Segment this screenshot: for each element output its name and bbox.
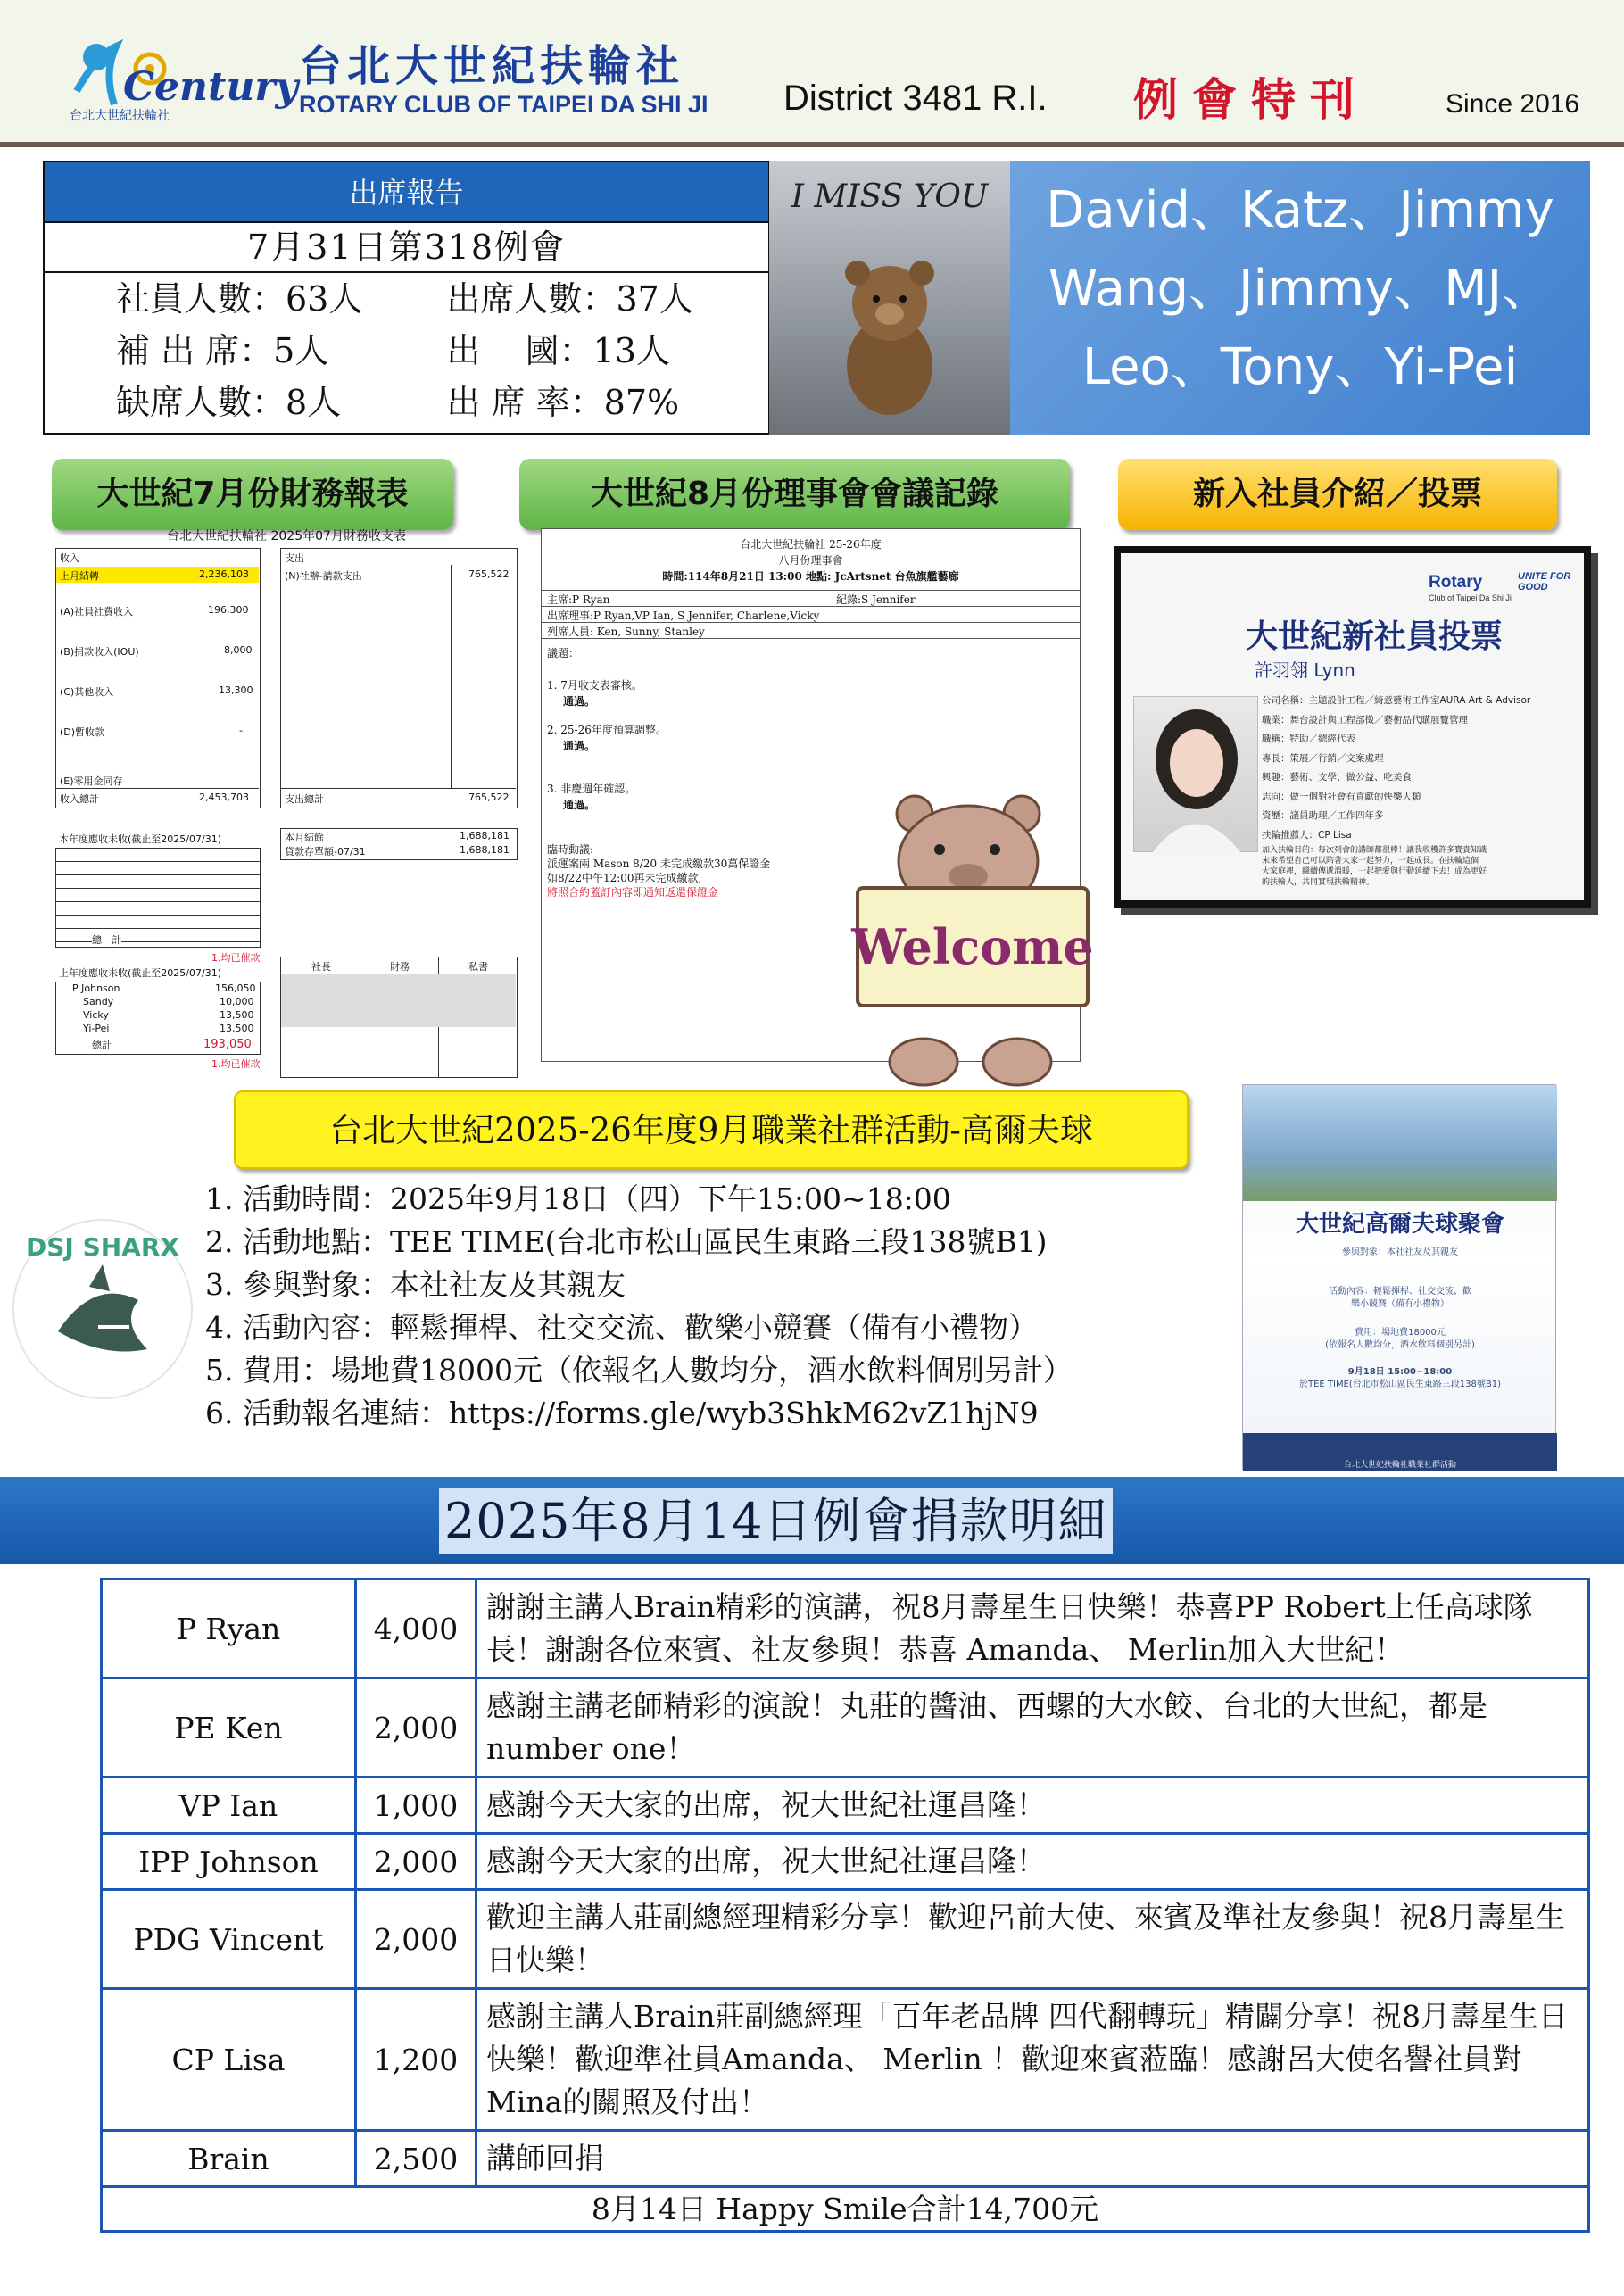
new-member-photo: [1133, 696, 1258, 852]
miss-you-caption: I MISS YOU: [791, 178, 989, 215]
table-row: [102, 1579, 1589, 1678]
minutes-attendees: 出席理事:P Ryan,VP Ian, S Jennifer, Charlene,Vicky: [547, 609, 820, 622]
finance-report-scan: [55, 526, 518, 1078]
info-line: 職稱：特助／總經代表: [1262, 734, 1355, 744]
since-label: Since 2016: [1446, 89, 1580, 119]
newmember-section-title: 新入社員介紹／投票: [1118, 459, 1557, 530]
new-member-info: [1262, 692, 1570, 888]
receivable-total-label: 總 計: [92, 934, 121, 946]
info-line: 大家庭裡，繼續傳遞溫暖，一起把愛與行動延續下去！成為更好: [1262, 867, 1487, 876]
minutes-extra-line: 派運案兩 Mason 8/20 未完成繳款30萬保證金: [547, 858, 771, 870]
minutes-item: 1. 7月收支表審核。: [547, 679, 642, 692]
income-row-label: (D)暫收款: [60, 726, 105, 738]
attendance-present: 出席人數：37人: [446, 279, 693, 319]
new-member-title: 大世紀新社員投票: [1246, 618, 1504, 655]
club-name-cn: 台北大世紀扶輪社: [299, 41, 685, 91]
golf-item: 4. 活動內容：輕鬆揮桿、社交交流、歡樂小競賽（備有小禮物）: [205, 1310, 1038, 1345]
miss-you-names: [1010, 161, 1590, 435]
poster-footer-text: 台北大世紀扶輪社職業社群活動: [1343, 1461, 1456, 1470]
expense-table: [280, 548, 518, 808]
attendance-members: 社員人數：63人: [116, 279, 363, 319]
issue-type: 例會特刊: [1133, 74, 1369, 126]
golf-item: 1. 活動時間：2025年9月18日（四）下午15:00~18:00: [205, 1181, 951, 1216]
minutes-pass: 通過。: [563, 799, 596, 811]
expense-header: 支出: [285, 552, 304, 564]
minutes-observers: 列席人員: Ken, Sunny, Stanley: [547, 626, 705, 638]
income-total-value: 2,453,703: [199, 792, 249, 803]
welcome-bear-icon: [852, 794, 1120, 1089]
income-total-label: 收入總計: [60, 793, 99, 805]
district-label: District 3481 R.I.: [783, 79, 1048, 118]
minutes-pass: 通過。: [563, 740, 596, 752]
income-row-label: (B)捐款收入(IOU): [60, 646, 139, 658]
club-logo: [61, 20, 299, 125]
balance-table: [280, 828, 518, 860]
income-header: 收入: [60, 552, 79, 564]
lastyear-total-value: 193,050: [203, 1038, 252, 1051]
minutes-chair: 主席:P Ryan: [547, 593, 610, 606]
sign-label: 私書: [468, 961, 488, 973]
table-row: [102, 1778, 1589, 1834]
donation-message: 講師回捐: [476, 2131, 1589, 2187]
lastyear-total-label: 總計: [92, 1040, 112, 1051]
info-line: 的扶輪人，共同實現扶輪精神。: [1262, 878, 1375, 887]
poster-line: 於TEE TIME(台北市松山區民生東路三段138號B1): [1298, 1380, 1502, 1389]
miss-names-line-1: David、Katz、Jimmy: [1046, 181, 1554, 239]
donation-amount: 2,000: [356, 1890, 476, 1989]
donation-amount: 4,000: [356, 1579, 476, 1678]
minutes-extra-title: 臨時動議:: [547, 843, 594, 856]
income-row-value: -: [239, 725, 243, 736]
golf-activity-details: [205, 1178, 1073, 1435]
minutes-title: 台北大世紀扶輪社 25-26年度: [740, 538, 882, 551]
attendance-report: [43, 161, 770, 435]
minutes-item: 2. 25-26年度預算調整。: [547, 724, 667, 736]
table-row: [102, 1890, 1589, 1989]
table-row: [102, 1834, 1589, 1890]
donation-amount: 1,200: [356, 1989, 476, 2131]
info-line: 公司名稱：主題設計工程／綺意藝術工作室AURA Art & Advisor: [1262, 695, 1531, 706]
new-member-name: 許羽翎 Lynn: [1255, 659, 1355, 681]
donor-name: P Ryan: [102, 1579, 356, 1678]
receivable-lastyear-table: [55, 982, 261, 1055]
logo-sub: 台北大世紀扶輪社: [70, 109, 170, 123]
balance-label: 貸款存單額-07/31: [285, 846, 366, 858]
table-row: [102, 2187, 1589, 2232]
info-line: 扶輪推薦人：CP Lisa: [1262, 829, 1352, 841]
miss-names-line-2: Wang、Jimmy、MJ、: [1048, 260, 1553, 318]
attendance-title: 出席報告: [45, 162, 768, 223]
golf-item: 3. 參與對象：本社社友及其親友: [205, 1267, 626, 1302]
lastyear-note: 1.均已催款: [211, 1058, 261, 1070]
minutes-extra-line: 將照合約蓋訂內容即通知返還保證金: [547, 886, 719, 899]
lastyear-value: 156,050: [215, 982, 256, 994]
balance-value: 1,688,181: [460, 844, 510, 856]
income-row-value: 2,236,103: [199, 568, 249, 580]
minutes-recorder: 紀錄:S Jennifer: [836, 593, 916, 606]
info-line: 資歷：議員助理／工作四年多: [1262, 810, 1384, 821]
minutes-item: 3. 非慶週年確認。: [547, 783, 636, 795]
expense-row-value: 765,522: [468, 568, 510, 580]
income-row-label: (E)零用金同存: [60, 775, 123, 787]
info-line: 志向：做一個對社會有貢獻的快樂人類: [1262, 791, 1421, 802]
rotary-subtitle: Club of Taipei Da Shi Ji: [1429, 593, 1512, 602]
golf-poster: [1242, 1084, 1556, 1470]
donor-name: IPP Johnson: [102, 1834, 356, 1890]
donor-name: PE Ken: [102, 1678, 356, 1778]
receivable-note: 1.均已催款: [211, 952, 261, 964]
board-section-title: 大世紀8月份理事會會議記錄: [519, 459, 1070, 530]
shark-logo-text: DSJ SHARX: [26, 1232, 179, 1262]
income-row-value: 8,000: [224, 644, 253, 656]
minutes-pass: 通過。: [563, 695, 596, 708]
info-line: 未來希望自己可以陪著大家一起努力，一起成長。在扶輪這個: [1262, 857, 1479, 866]
miss-you-image: [769, 161, 1010, 435]
golf-item: 2. 活動地點：TEE TIME(台北市松山區民生東路三段138號B1): [205, 1224, 1048, 1259]
lastyear-value: 10,000: [220, 996, 254, 1007]
table-row: [102, 1989, 1589, 2131]
attendance-meeting: 7月31日第318例會: [45, 223, 768, 273]
donation-message: 歡迎主講人莊副總經理精彩分享！歡迎呂前大使、來賓及準社友參與！祝8月壽星生日快樂！: [476, 1890, 1589, 1989]
lastyear-value: 13,500: [220, 1009, 254, 1021]
golf-group-photo: [1243, 1085, 1557, 1201]
lastyear-name: P Johnson: [72, 982, 120, 994]
golf-item: 5. 費用：場地費18000元（依報名人數均分，酒水飲料個別另計）: [205, 1353, 1073, 1388]
unite-for-good: UNITE FOR GOOD: [1518, 571, 1571, 593]
table-row: [102, 2131, 1589, 2187]
signature-table: [280, 957, 518, 1078]
golf-poster-title: 大世紀高爾夫球聚會: [1295, 1211, 1504, 1238]
lastyear-name: Vicky: [83, 1009, 109, 1021]
donation-amount: 2,500: [356, 2131, 476, 2187]
balance-value: 1,688,181: [460, 830, 510, 841]
balance-label: 本月結餘: [285, 832, 324, 843]
donation-message: 感謝主講老師精彩的演說！丸莊的醬油、西螺的大水餃、台北的大世紀，都是number one！: [476, 1678, 1589, 1778]
club-name-en: ROTARY CLUB OF TAIPEI DA SHI JI: [299, 91, 708, 118]
sign-label: 財務: [390, 961, 410, 973]
minutes-extra-line: 如8/22中午12:00再未完成繳款,: [547, 872, 702, 884]
new-member-card: [1114, 546, 1591, 908]
donor-name: PDG Vincent: [102, 1890, 356, 1989]
rotary-wordmark: Rotary: [1429, 573, 1483, 592]
finance-doc-title: 台北大世紀扶輪社 2025年07月財務收支表: [167, 529, 406, 543]
lastyear-name: Sandy: [83, 996, 114, 1007]
lastyear-name: Yi-Pei: [83, 1023, 110, 1034]
finance-section-title: 大世紀7月份財務報表: [52, 459, 453, 530]
poster-line: 樂小競賽（備有小禮物）: [1351, 1299, 1449, 1309]
receivable-lastyear-header: 上年度應收未收(截止至2025/07/31): [59, 967, 221, 979]
attendance-absent: 缺席人數：8人: [116, 383, 342, 422]
minutes-time: 時間:114年8月21日 13:00 地點: JcArtsnet 台魚旗艦藝廊: [662, 570, 959, 583]
teddy-bear-icon: [836, 250, 943, 419]
attendance-rate: 出 席 率：87%: [446, 383, 680, 422]
receivable-year-table: [55, 848, 261, 948]
expense-total-label: 支出總計: [285, 793, 324, 805]
donation-message: 謝謝主講人Brain精彩的演講，祝8月壽星生日快樂！恭喜PP Robert上任高球隊長！謝謝各位來賓、社友參與！恭喜 Amanda、 Merlin加入大世紀！: [476, 1579, 1589, 1678]
welcome-text: Welcome: [851, 918, 1094, 975]
info-line: 加入扶輪目的：每次列會的講師都很棒！讓我收穫許多寶貴知識: [1262, 846, 1487, 855]
donor-name: VP Ian: [102, 1778, 356, 1834]
donation-message: 感謝主講人Brain莊副總經理「百年老品牌 四代翻轉玩」精闢分享！祝8月壽星生日快樂！歡迎準社員Amanda、 Merlin ！歡迎來賓蒞臨！感謝呂大使名譽社員對Mina的關照及付出！: [476, 1989, 1589, 2131]
minutes-agenda: 議題：: [547, 647, 580, 659]
donation-message: 感謝今天大家的出席，祝大世紀社運昌隆！: [476, 1778, 1589, 1834]
logo-word: Century: [123, 64, 299, 110]
donation-amount: 1,000: [356, 1778, 476, 1834]
lastyear-value: 13,500: [220, 1023, 254, 1034]
expense-total-value: 765,522: [468, 792, 510, 803]
income-row-label: (C)其他收入: [60, 686, 114, 698]
shark-logo-icon: [4, 1215, 201, 1403]
minutes-subtitle: 八月份理事會: [778, 554, 843, 567]
donation-message: 感謝今天大家的出席，祝大世紀社運昌隆！: [476, 1834, 1589, 1890]
attendance-abroad: 出 國：13人: [446, 331, 670, 370]
poster-line: 活動內容：輕鬆揮桿、社交交流、歡: [1329, 1287, 1471, 1297]
income-row-label: 上月結轉: [60, 570, 99, 582]
income-table: [55, 548, 261, 808]
receivable-year-header: 本年度應收未收(截止至2025/07/31): [59, 833, 221, 845]
donation-total: 8月14日 Happy Smile合計14,700元: [102, 2187, 1589, 2232]
donor-name: CP Lisa: [102, 1989, 356, 2131]
poster-line: (依報名人數均分，酒水飲料個別另計): [1325, 1340, 1475, 1350]
expense-row-label: (N)社辦-請款支出: [285, 570, 362, 582]
sign-label: 社長: [311, 961, 331, 973]
donation-amount: 2,000: [356, 1834, 476, 1890]
info-line: 職業：舞台設計與工程部徵／藝術品代購展覽管理: [1262, 714, 1468, 725]
income-row-label: (A)社員社費收入: [60, 606, 134, 618]
miss-names-line-3: Leo、Tony、Yi-Pei: [1081, 338, 1519, 396]
attendance-makeup: 補 出 席：5人: [116, 331, 329, 370]
table-row: [102, 1678, 1589, 1778]
donation-amount: 2,000: [356, 1678, 476, 1778]
income-row-value: 196,300: [208, 604, 249, 616]
income-row-value: 13,300: [219, 684, 253, 696]
donation-title: 2025年8月14日例會捐款明細: [439, 1488, 1113, 1554]
info-line: 專長：策展／行銷／文案處理: [1262, 752, 1384, 764]
donor-name: Brain: [102, 2131, 356, 2187]
info-line: 興趣：藝術、文學、做公益、吃美食: [1262, 772, 1412, 783]
golf-activity-title: 台北大世紀2025-26年度9月職業社群活動-高爾夫球: [234, 1090, 1189, 1169]
poster-line: 費用：場地費18000元: [1355, 1328, 1446, 1338]
poster-line: 9月18日 15:00~18:00: [1347, 1367, 1453, 1377]
golf-signup-link[interactable]: 6. 活動報名連結：https://forms.gle/wyb3ShkM62vZ1hjN9: [205, 1396, 1039, 1430]
donation-table: [100, 1578, 1590, 2233]
poster-line: 參與對象：本社社友及其親友: [1342, 1247, 1458, 1257]
